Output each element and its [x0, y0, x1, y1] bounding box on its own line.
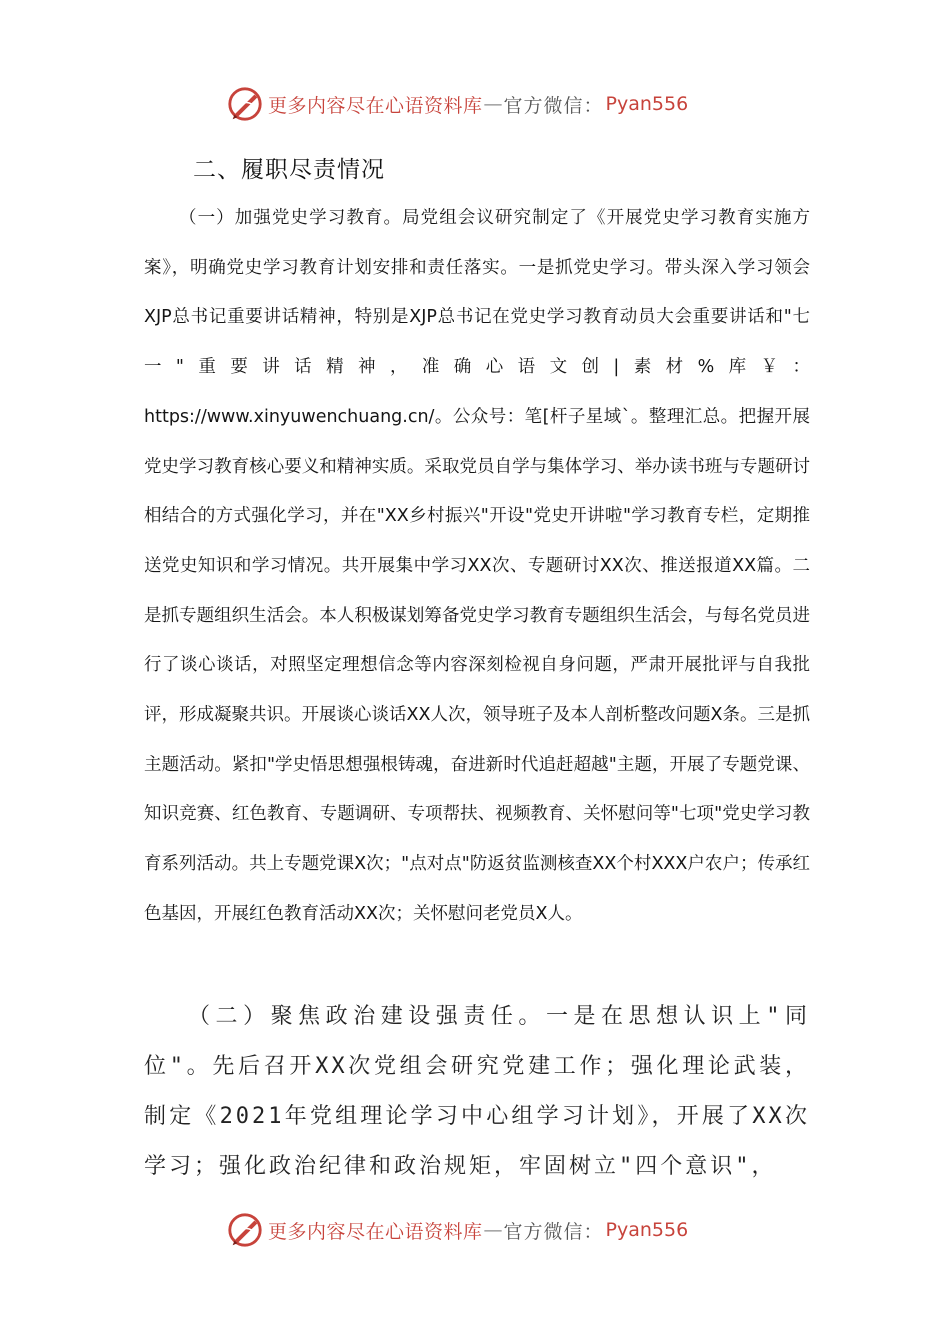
banner-wechat-id: Pyan556	[605, 1219, 689, 1241]
banner-dash: —	[483, 1219, 503, 1241]
body-paragraph-2: （二）聚焦政治建设强责任。一是在思想认识上"同位"。先后召开XX次党组会研究党建工作；强化理论武装，制定《2021年党组理论学习中心组学习计划》，开展了XX次学习；强化政治纪律和政治规矩，牢固树立"四个意识"，	[144, 1004, 810, 1179]
body-paragraph-1: （一）加强党史学习教育。局党组会议研究制定了《开展党史学习教育实施方案》，明确党史学习教育计划安排和责任落实。一是抓党史学习。带头深入学习领会XJP总书记重要讲话精神，特别是XJP总书记在党史学习教育动员大会重要讲话和"七一"重要讲话精神，准确心语文创|素材%库￥：https://www.xinyuwenchuang.cn/。公众号：笔[杆子星域`。整理汇总。把握开展党史学习教育核心要义和精神实质。采取党员自学与集体学习、举办读书班与专题研讨相结合的方式强化学习，并在"XX乡村振兴"开设"党史开讲啦"学习教育专栏，定期推送党史知识和学习情况。共开展集中学习XX次、专题研讨XX次、推送报道XX篇。二是抓专题组织生活会。本人积极谋划筹备党史学习教育专题组织生活会，与每名党员进行了谈心谈话，对照坚定理想信念等内容深刻检视自身问题，严肃开展批评与自我批评，形成凝聚共识。开展谈心谈话XX人次，领导班子及本人剖析整改问题X条。三是抓主题活动。紧扣"学史悟思想强根铸魂，奋进新时代追赶超越"主题，开展了专题党课、知识竞赛、红色教育、专题调研、专项帮扶、视频教育、关怀慰问等"七项"党史学习教育系列活动。共上专题党课X次；"点对点"防返贫监测核查XX个村XXX户农户；传承红色基因，开展红色教育活动XX次；关怀慰问老党员X人。	[144, 208, 810, 924]
pen-logo-icon	[226, 85, 264, 123]
banner-slogan: 更多内容尽在心语资料库	[268, 1220, 483, 1243]
banner-wechat-label: 官方微信：	[503, 94, 604, 117]
banner-dash: —	[483, 93, 503, 115]
header-watermark-banner	[226, 84, 688, 124]
section-heading: 二、履职尽责情况	[193, 157, 385, 183]
footer-watermark-banner	[226, 1210, 688, 1250]
banner-wechat-label: 官方微信：	[503, 1220, 604, 1243]
pen-logo-icon	[226, 1211, 264, 1249]
banner-wechat-id: Pyan556	[605, 93, 689, 115]
banner-slogan: 更多内容尽在心语资料库	[268, 94, 483, 117]
